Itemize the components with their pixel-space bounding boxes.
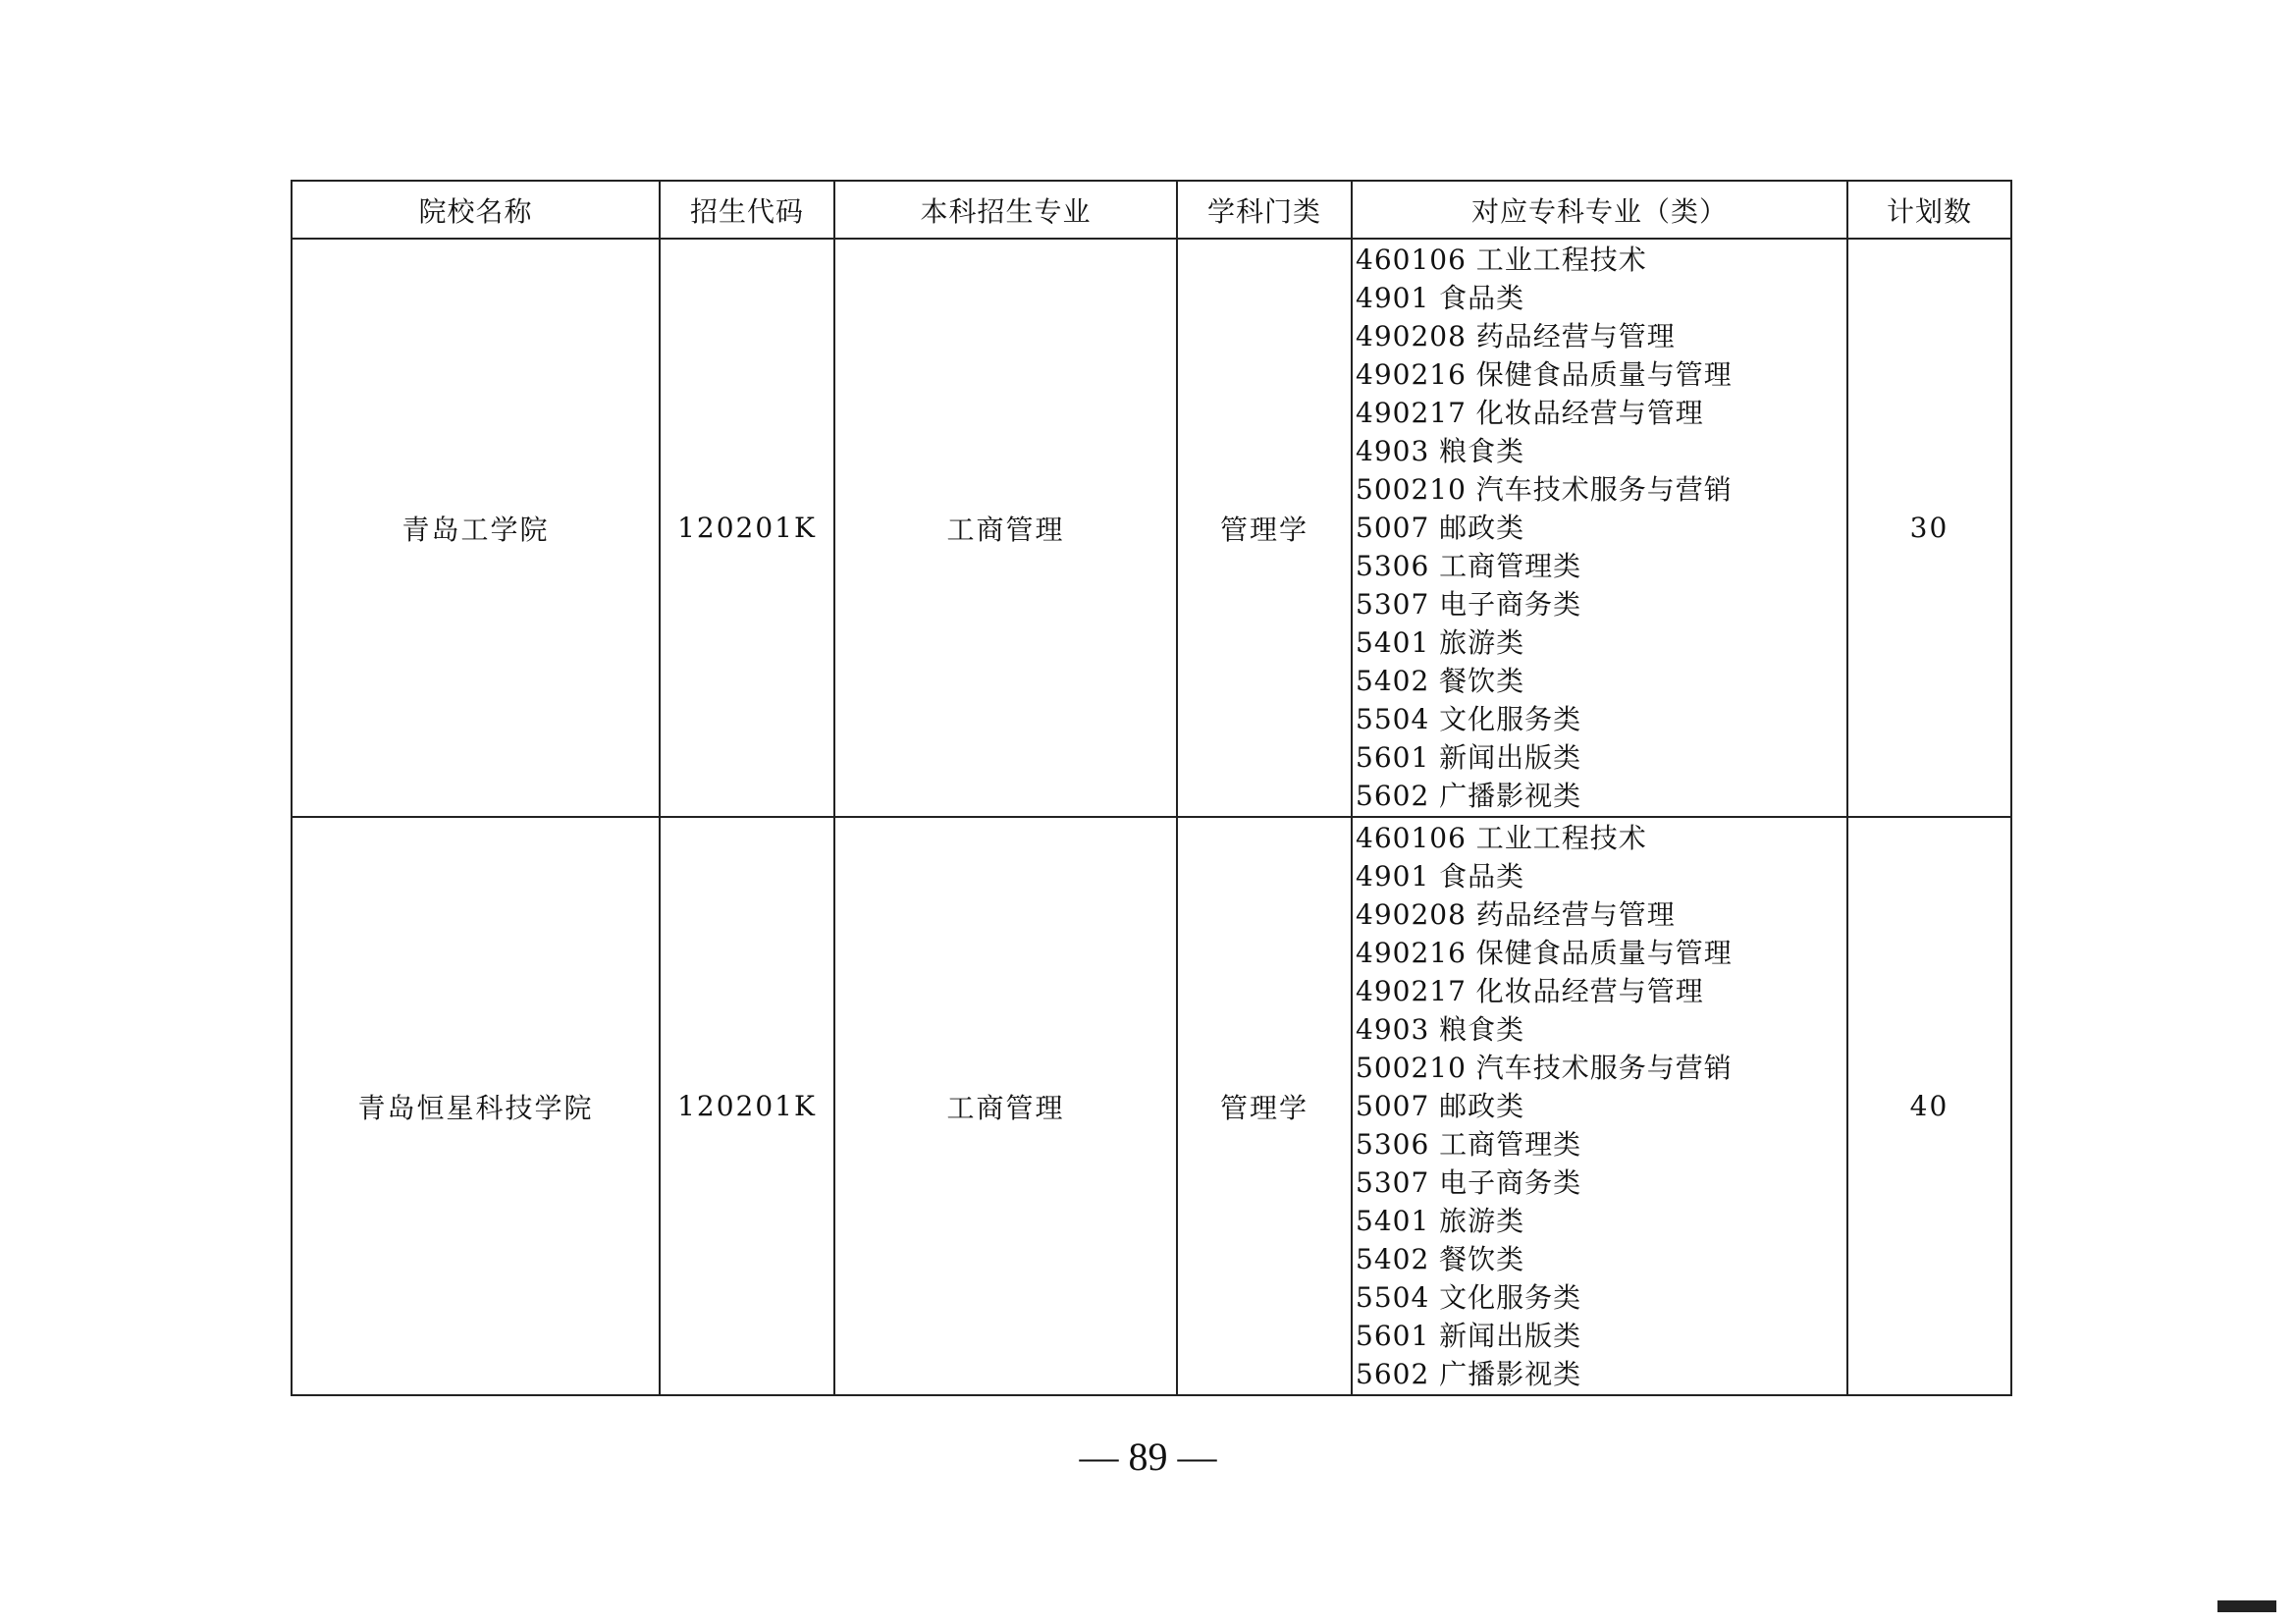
list-item: 5504 文化服务类 (1356, 1281, 1582, 1314)
cell-undergrad-major: 工商管理 (834, 239, 1177, 817)
list-item: 4903 粮食类 (1356, 435, 1525, 467)
cell-plan-count: 30 (1847, 239, 2011, 817)
list-item: 5401 旅游类 (1356, 626, 1525, 659)
list-item: 4901 食品类 (1356, 860, 1525, 893)
cell-discipline-category: 管理学 (1177, 239, 1352, 817)
list-item: 5307 电子商务类 (1356, 588, 1582, 621)
header-discipline-category: 学科门类 (1177, 181, 1352, 239)
list-item: 5007 邮政类 (1356, 1090, 1525, 1122)
list-item: 5402 餐饮类 (1356, 1243, 1525, 1275)
list-item: 460106 工业工程技术 (1356, 822, 1647, 854)
header-plan-count: 计划数 (1847, 181, 2011, 239)
list-item: 490217 化妆品经营与管理 (1356, 397, 1704, 429)
list-item: 490216 保健食品质量与管理 (1356, 937, 1733, 969)
list-item: 5504 文化服务类 (1356, 703, 1582, 735)
cell-undergrad-major: 工商管理 (834, 817, 1177, 1395)
list-item: 490217 化妆品经营与管理 (1356, 975, 1704, 1007)
list-item: 5602 广播影视类 (1356, 780, 1582, 812)
list-item: 5602 广播影视类 (1356, 1358, 1582, 1390)
cell-enrollment-code: 120201K (660, 817, 834, 1395)
watermark-logo (2217, 1600, 2276, 1612)
list-item: 490208 药品经营与管理 (1356, 898, 1676, 931)
list-item: 5401 旅游类 (1356, 1205, 1525, 1237)
header-enrollment-code: 招生代码 (660, 181, 834, 239)
list-item: 5007 邮政类 (1356, 512, 1525, 544)
header-related-majors: 对应专科专业（类） (1352, 181, 1847, 239)
cell-enrollment-code: 120201K (660, 239, 834, 817)
list-item: 500210 汽车技术服务与营销 (1356, 473, 1733, 506)
list-item: 4901 食品类 (1356, 282, 1525, 314)
list-item: 5402 餐饮类 (1356, 665, 1525, 697)
list-item: 5307 电子商务类 (1356, 1166, 1582, 1199)
enrollment-plan-table (291, 180, 2012, 1396)
header-undergrad-major: 本科招生专业 (834, 181, 1177, 239)
cell-school-name: 青岛工学院 (292, 239, 660, 817)
page-number: — 89 — (1079, 1435, 1217, 1479)
cell-related-majors (1352, 239, 1847, 817)
cell-discipline-category: 管理学 (1177, 817, 1352, 1395)
list-item: 5306 工商管理类 (1356, 1128, 1582, 1161)
list-item: 490216 保健食品质量与管理 (1356, 358, 1733, 391)
table-row (292, 239, 2011, 817)
list-item: 490208 药品经营与管理 (1356, 320, 1676, 352)
table-row (292, 817, 2011, 1395)
related-majors-list (1356, 819, 1846, 1393)
related-majors-list (1356, 241, 1846, 815)
header-school-name: 院校名称 (292, 181, 660, 239)
list-item: 5306 工商管理类 (1356, 550, 1582, 582)
cell-related-majors (1352, 817, 1847, 1395)
list-item: 500210 汽车技术服务与营销 (1356, 1052, 1733, 1084)
list-item: 5601 新闻出版类 (1356, 1320, 1582, 1352)
table-header-row (292, 181, 2011, 239)
list-item: 460106 工业工程技术 (1356, 244, 1647, 276)
cell-school-name: 青岛恒星科技学院 (292, 817, 660, 1395)
list-item: 5601 新闻出版类 (1356, 741, 1582, 774)
list-item: 4903 粮食类 (1356, 1013, 1525, 1046)
cell-plan-count: 40 (1847, 817, 2011, 1395)
